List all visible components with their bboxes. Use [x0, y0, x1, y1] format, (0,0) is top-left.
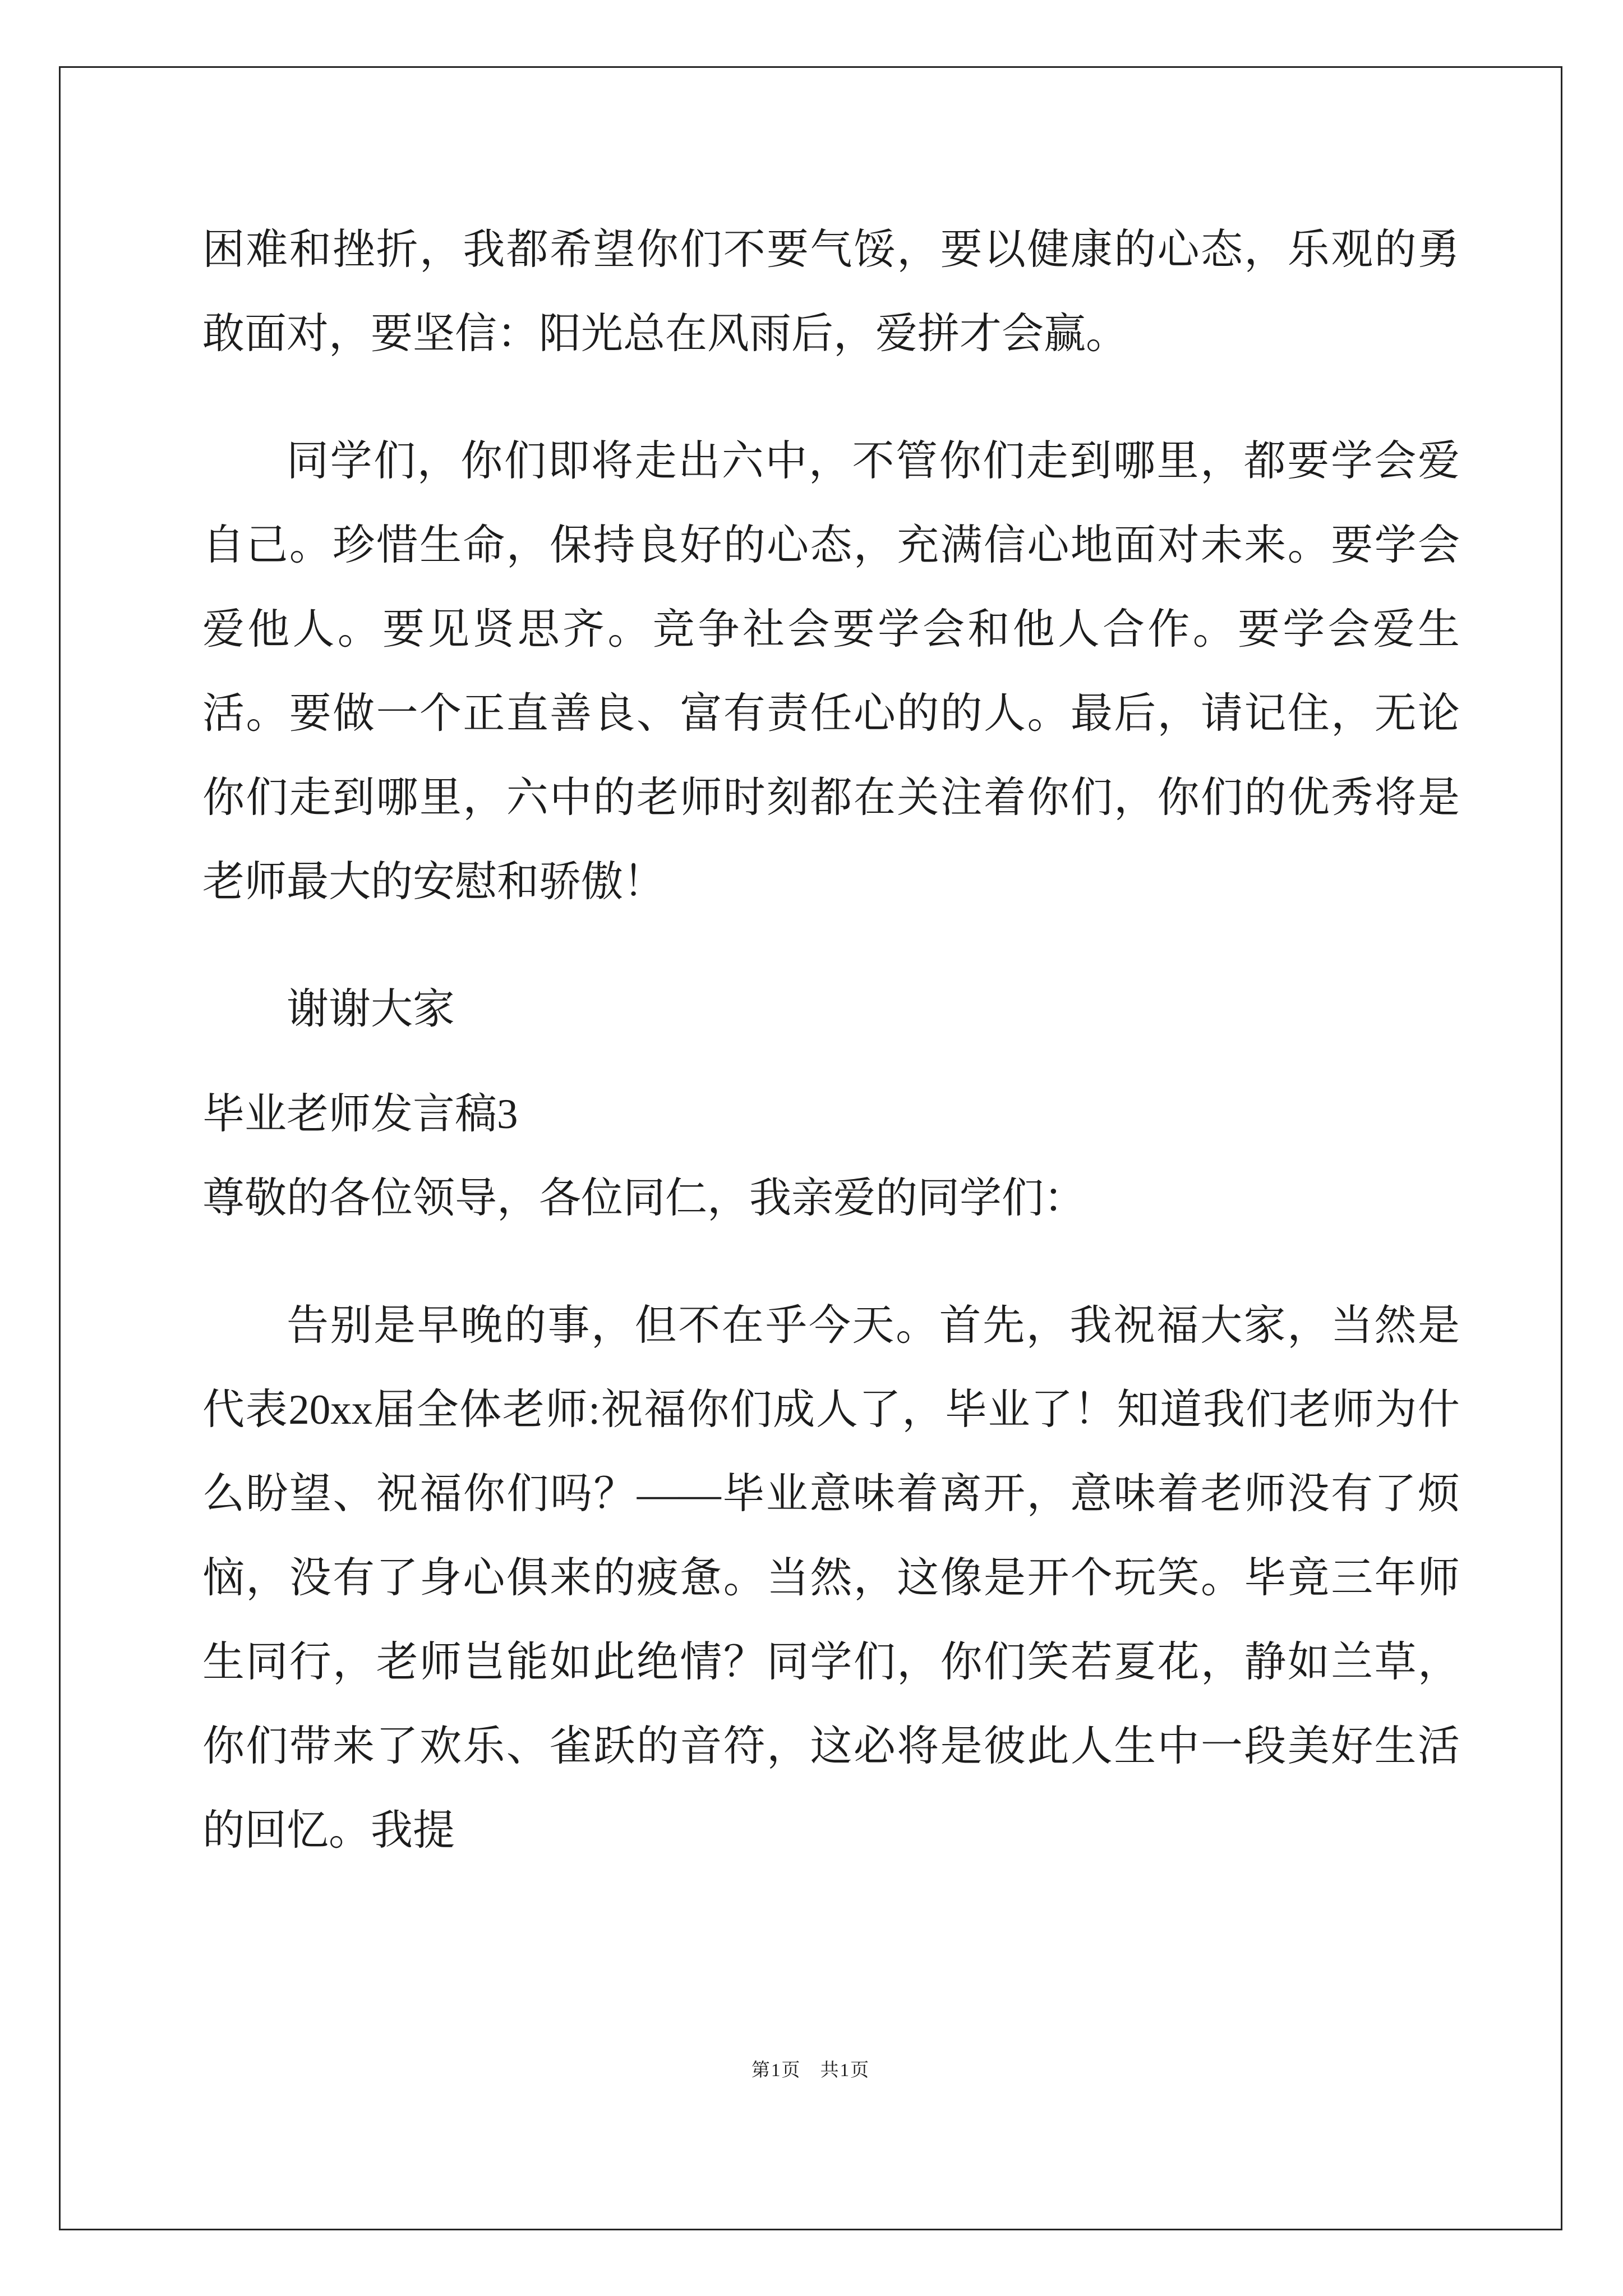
- paragraph-thanks: 谢谢大家: [287, 986, 455, 1033]
- paragraph-speech-opening: 告别是早晚的事，但不在乎今天。首先，我祝福大家，当然是代表20xx届全体老师:祝福你们成人了，毕业了！知道我们老师为什么盼望、祝福你们吗？——毕业意味着离开，意味着老师没有了烦恼，没有了身心俱来的疲惫。当然，这像是开个玩笑。毕竟三年师生同行，老师岂能如此绝情？同学们，你们笑若夏花，静如兰草，你们带来了欢乐、雀跃的音符，这必将是彼此人生中一段美好生活的回忆。我提: [202, 1303, 1460, 1854]
- page-number-total: 共1页: [820, 2060, 870, 2081]
- section-heading: 毕业老师发言稿3: [202, 1091, 518, 1138]
- page-border: [59, 66, 1562, 2230]
- page-footer: [61, 2059, 1561, 2082]
- paragraph-salutation: 尊敬的各位领导，各位同仁，我亲爱的同学们：: [202, 1175, 1086, 1222]
- paragraph-farewell-advice: 同学们，你们即将走出六中，不管你们走到哪里，都要学会爱自己。珍惜生命，保持良好的心态，充满信心地面对未来。要学会爱他人。要见贤思齐。竞争社会要学会和他人合作。要学会爱生活。要做一个正直善良、富有责任心的的人。最后，请记住，无论你们走到哪里，六中的老师时刻都在关注着你们，你们的优秀将是老师最大的安慰和骄傲！: [202, 438, 1460, 905]
- paragraph-encouragement: 困难和挫折，我都希望你们不要气馁，要以健康的心态，乐观的勇敢面对，要坚信：阳光总在风雨后，爱拼才会赢。: [202, 227, 1460, 357]
- document-content: [202, 208, 1460, 1916]
- page-number-current: 第1页: [751, 2060, 801, 2081]
